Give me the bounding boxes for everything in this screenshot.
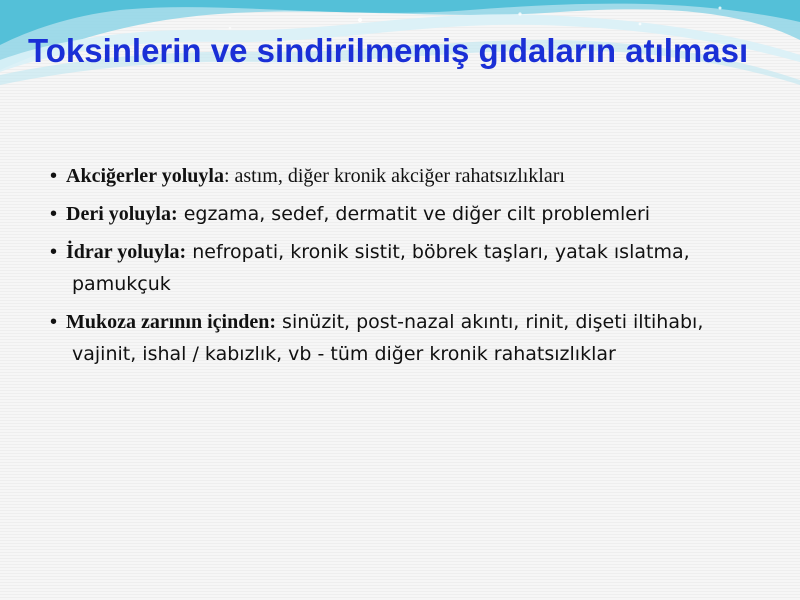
- bullet-dot-icon: •: [50, 165, 58, 187]
- bullet-dot-icon: •: [50, 311, 58, 333]
- bullet-term: Akciğerler yoluyla: [66, 165, 224, 187]
- bullet-dot-icon: •: [50, 241, 58, 263]
- bullet-item-urine: [50, 236, 760, 300]
- bullet-term: İdrar yoluyla:: [66, 241, 187, 263]
- bullet-dot-icon: •: [50, 203, 58, 225]
- bullet-term: Deri yoluyla:: [66, 203, 178, 225]
- bullet-item-skin: [50, 198, 760, 230]
- bullet-description: egzama, sedef, dermatit ve diğer cilt problemleri: [177, 203, 651, 225]
- slide-title: Toksinlerin ve sindirilmemiş gıdaların atılması: [28, 32, 749, 69]
- bullet-separator: :: [223, 165, 230, 187]
- bullet-list: [50, 160, 760, 376]
- bullet-description: sinüzit, post-nazal akıntı, rinit, dişeti iltihabı, vajinit, ishal / kabızlık, vb - tüm diğer kronik rahatsızlıklar: [72, 311, 704, 365]
- bullet-item-mucosa: [50, 306, 760, 370]
- bullet-description: nefropati, kronik sistit, böbrek taşları, yatak ıslatma, pamukçuk: [72, 241, 690, 295]
- bullet-description: astım, diğer kronik akciğer rahatsızlıkları: [229, 165, 565, 187]
- bullet-term: Mukoza zarının içinden:: [66, 311, 277, 333]
- bullet-item-lungs: [50, 160, 760, 192]
